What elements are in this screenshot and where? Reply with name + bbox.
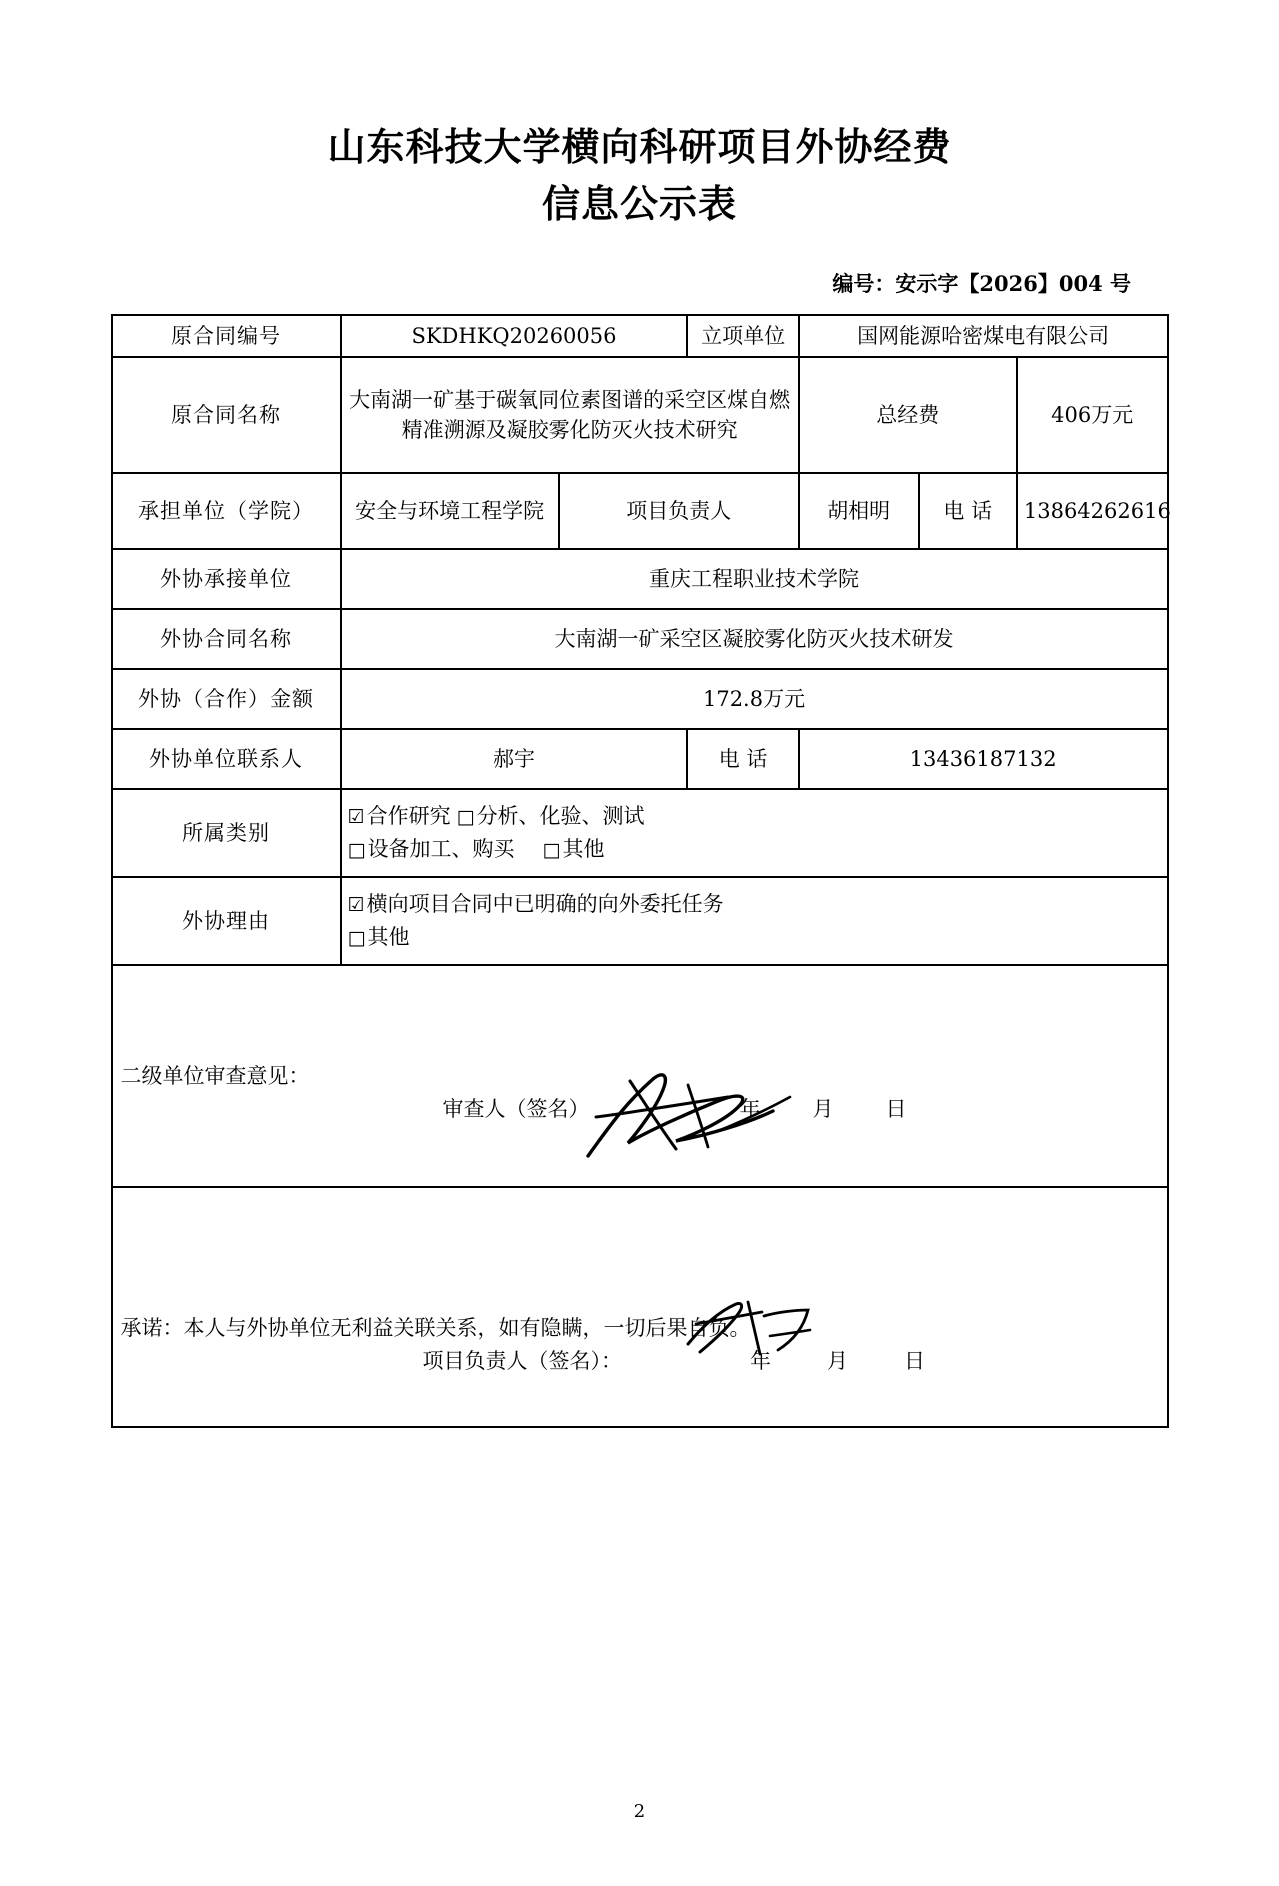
contact-phone-value: 13436187132 bbox=[799, 729, 1168, 789]
leader-sign-label: 项目负责人（签名）： bbox=[422, 1349, 622, 1373]
category-option-equipment[interactable] bbox=[348, 837, 515, 861]
review-opinion-cell bbox=[112, 965, 1168, 1187]
reviewer-sign-label: 审查人（签名） bbox=[442, 1097, 590, 1121]
outsource-amount-value: 172.8万元 bbox=[341, 669, 1168, 729]
table-row bbox=[112, 357, 1168, 473]
contact-label: 外协单位联系人 bbox=[112, 729, 341, 789]
reason-option-label: 横向项目合同中已明确的向外委托任务 bbox=[366, 891, 724, 916]
undertaking-unit-label: 承担单位（学院） bbox=[112, 473, 341, 549]
checkbox-icon[interactable]: □ bbox=[347, 839, 366, 862]
contract-name-label: 原合同名称 bbox=[112, 357, 341, 473]
table-row bbox=[112, 315, 1168, 357]
month-label: 月 bbox=[827, 1349, 848, 1373]
reason-option-row-2 bbox=[348, 921, 1161, 955]
title-line-1: 山东科技大学横向科研项目外协经费 bbox=[327, 124, 952, 169]
outsource-amount-label: 外协（合作）金额 bbox=[112, 669, 341, 729]
undertaking-unit-value: 安全与环境工程学院 bbox=[341, 473, 559, 549]
reviewer-sign-row bbox=[443, 1094, 907, 1124]
table-row bbox=[112, 549, 1168, 609]
year-label: 年 bbox=[750, 1349, 771, 1373]
promise-cell bbox=[112, 1187, 1168, 1427]
outsource-unit-value: 重庆工程职业技术学院 bbox=[341, 549, 1168, 609]
category-option-label: 分析、化验、测试 bbox=[476, 803, 645, 828]
category-option-analysis-test[interactable] bbox=[457, 804, 645, 828]
table-row bbox=[112, 1187, 1168, 1427]
reason-option-other[interactable] bbox=[348, 925, 410, 949]
document-title bbox=[0, 0, 1279, 232]
outsource-contract-label: 外协合同名称 bbox=[112, 609, 341, 669]
checkbox-checked-icon[interactable]: ☑ bbox=[347, 805, 365, 828]
reason-option-row-1 bbox=[348, 888, 1161, 922]
review-opinion-title: 二级单位审查意见： bbox=[120, 1064, 310, 1089]
promise-text: 承诺：本人与外协单位无利益关联关系，如有隐瞒，一切后果自负。 bbox=[120, 1316, 751, 1341]
table-row bbox=[112, 609, 1168, 669]
title-line-2: 信息公示表 bbox=[541, 181, 737, 226]
checkbox-icon[interactable]: □ bbox=[347, 927, 366, 950]
document-number: 编号：安示字【2026】004 号 bbox=[832, 271, 1131, 296]
reason-option-entrusted-task[interactable] bbox=[348, 892, 724, 916]
leader-label: 项目负责人 bbox=[559, 473, 799, 549]
reason-label: 外协理由 bbox=[112, 877, 341, 965]
table-row bbox=[112, 965, 1168, 1187]
checkbox-icon[interactable]: □ bbox=[456, 805, 475, 828]
checkbox-checked-icon[interactable]: ☑ bbox=[347, 893, 365, 916]
phone-value: 13864262616 bbox=[1017, 473, 1168, 549]
total-fund-label: 总经费 bbox=[799, 357, 1017, 473]
category-options-line-2 bbox=[348, 833, 1161, 867]
leader-value: 胡相明 bbox=[799, 473, 919, 549]
category-option-label: 合作研究 bbox=[366, 803, 451, 828]
outsource-contract-value: 大南湖一矿采空区凝胶雾化防灭火技术研发 bbox=[341, 609, 1168, 669]
contact-value: 郝宇 bbox=[341, 729, 688, 789]
phone-label: 电 话 bbox=[919, 473, 1017, 549]
day-label: 日 bbox=[885, 1097, 907, 1121]
leader-sign-row bbox=[423, 1346, 926, 1376]
table-row bbox=[112, 877, 1168, 965]
category-options-line-1 bbox=[348, 800, 1161, 834]
checkbox-icon[interactable]: □ bbox=[542, 839, 561, 862]
category-option-other[interactable] bbox=[543, 837, 605, 861]
table-row bbox=[112, 729, 1168, 789]
table-row bbox=[112, 789, 1168, 877]
project-unit-value: 国网能源哈密煤电有限公司 bbox=[799, 315, 1168, 357]
category-option-label: 其他 bbox=[562, 837, 605, 862]
category-option-cooperative-research[interactable] bbox=[348, 804, 451, 828]
table-row bbox=[112, 473, 1168, 549]
contact-phone-label: 电 话 bbox=[687, 729, 798, 789]
year-label: 年 bbox=[739, 1097, 761, 1121]
outsourcing-info-table bbox=[111, 314, 1169, 1428]
table-row bbox=[112, 669, 1168, 729]
project-unit-label: 立项单位 bbox=[687, 315, 798, 357]
contract-name-value: 大南湖一矿基于碳氧同位素图谱的采空区煤自燃精准溯源及凝胶雾化防灭火技术研究 bbox=[341, 357, 799, 473]
reason-options-cell bbox=[341, 877, 1168, 965]
category-option-label: 设备加工、购买 bbox=[367, 837, 515, 862]
contract-no-label: 原合同编号 bbox=[112, 315, 341, 357]
page-number: 2 bbox=[633, 1801, 646, 1822]
category-options-cell bbox=[341, 789, 1168, 877]
month-label: 月 bbox=[812, 1097, 834, 1121]
outsource-unit-label: 外协承接单位 bbox=[112, 549, 341, 609]
reason-option-label: 其他 bbox=[367, 925, 410, 950]
day-label: 日 bbox=[904, 1349, 925, 1373]
category-label: 所属类别 bbox=[112, 789, 341, 877]
contract-no-value: SKDHKQ20260056 bbox=[341, 315, 688, 357]
total-fund-value: 406万元 bbox=[1017, 357, 1168, 473]
